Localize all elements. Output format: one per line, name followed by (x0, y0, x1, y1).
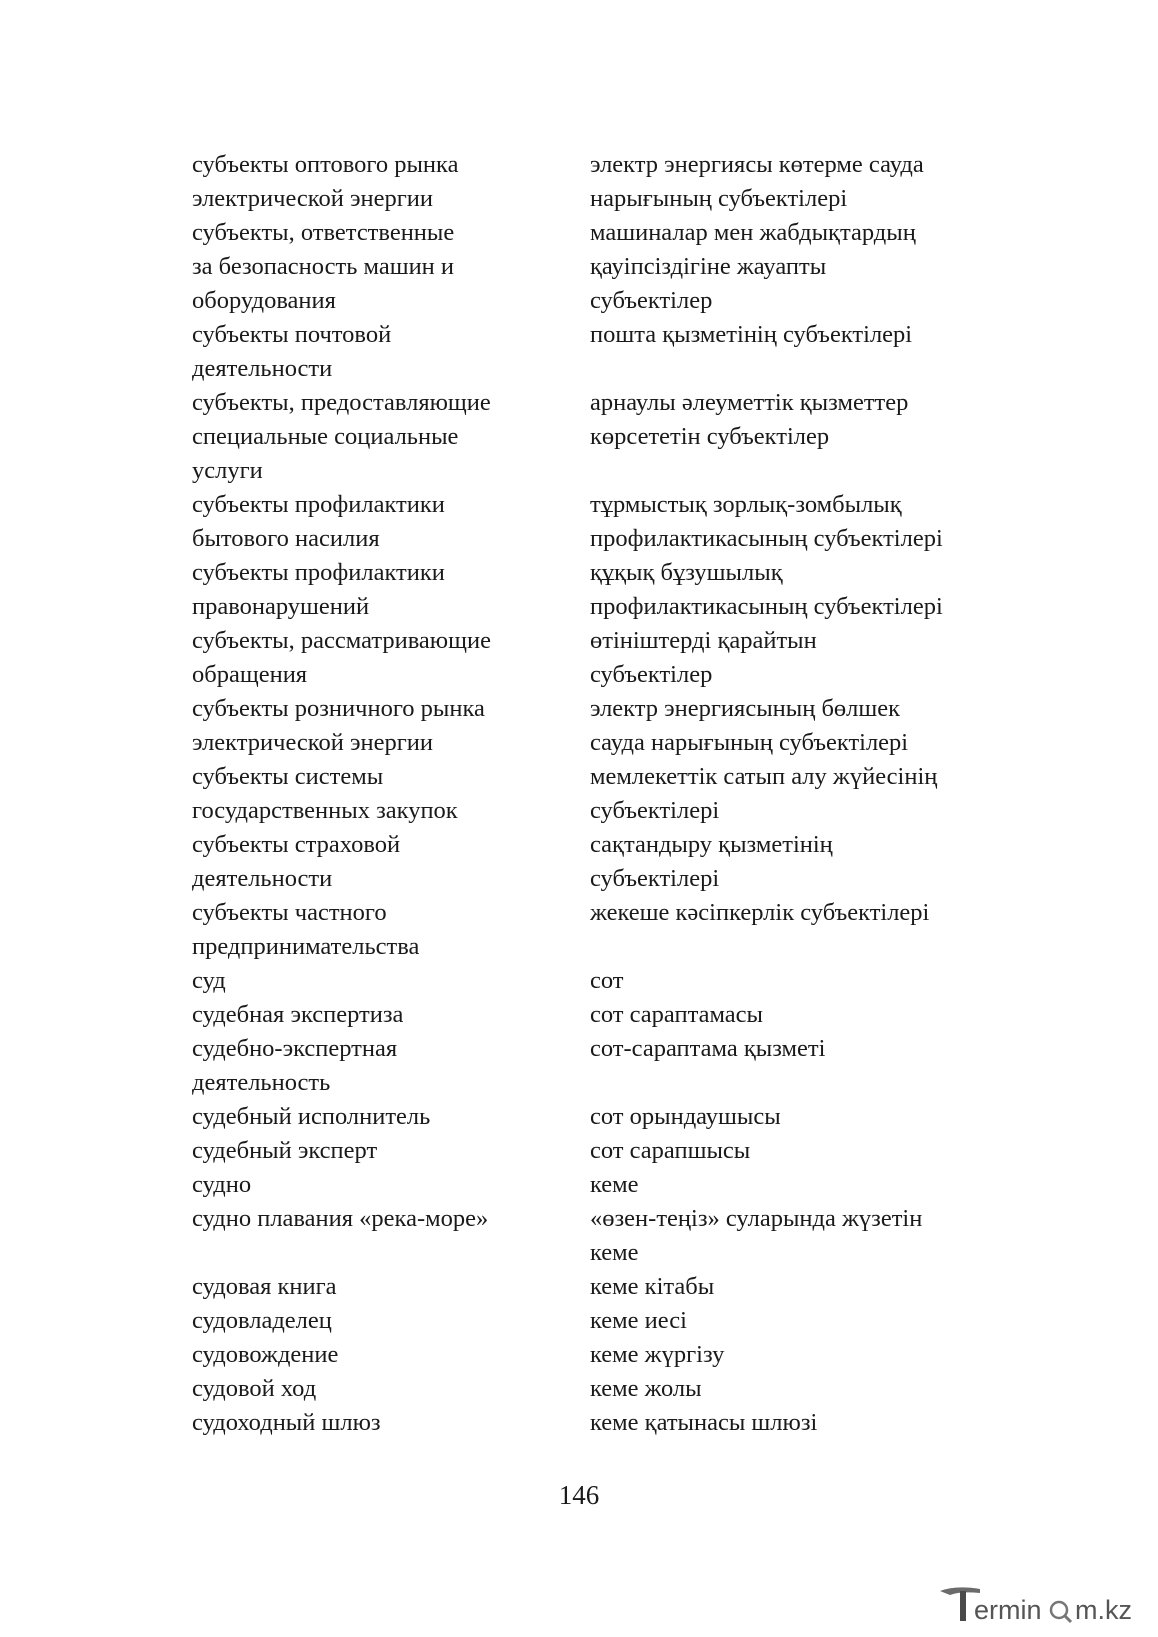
term-russian: электрической энергии (192, 185, 433, 212)
watermark-text-b: m.kz (1075, 1595, 1132, 1625)
term-russian: обращения (192, 661, 308, 688)
term-kazakh: нарығының субъектілері (590, 185, 848, 212)
term-kazakh: кеме жүргізу (590, 1341, 725, 1368)
term-kazakh: машиналар мен жабдықтардың (590, 219, 916, 246)
term-russian: судовая книга (192, 1273, 337, 1300)
term-russian: субъекты, предоставляющие (192, 389, 491, 416)
term-russian: бытового насилия (192, 525, 380, 552)
term-kazakh: көрсететін субъектілер (590, 423, 830, 450)
term-kazakh: тұрмыстық зорлық-зомбылық (590, 491, 902, 518)
term-russian: субъекты профилактики (192, 491, 445, 518)
term-kazakh: сауда нарығының субъектілері (590, 729, 909, 756)
term-kazakh: сот орындаушысы (590, 1103, 781, 1130)
term-russian: судоходный шлюз (192, 1409, 381, 1436)
term-kazakh: субъектілер (590, 287, 713, 314)
term-kazakh: мемлекеттік сатып алу жүйесінің (590, 763, 938, 790)
term-kazakh: кеме иесі (590, 1307, 687, 1334)
term-russian: субъекты профилактики (192, 559, 445, 586)
term-kazakh: құқық бұзушылық (590, 559, 783, 586)
term-kazakh: сақтандыру қызметінің (590, 831, 833, 858)
term-kazakh: кеме жолы (590, 1375, 702, 1402)
term-russian: правонарушений (192, 593, 370, 620)
term-kazakh: профилактикасының субъектілері (590, 525, 943, 552)
page-number: 146 (558, 1480, 600, 1510)
term-kazakh: кеме (590, 1171, 639, 1198)
term-kazakh: субъектілері (590, 797, 720, 824)
term-kazakh: қауіпсіздігіне жауапты (590, 253, 827, 280)
watermark-text-a: ermin (974, 1595, 1042, 1625)
term-kazakh: кеме (590, 1239, 639, 1266)
term-russian: судно (192, 1171, 252, 1198)
term-russian: за безопасность машин и (192, 253, 455, 280)
term-kazakh: кеме кітабы (590, 1273, 715, 1300)
term-russian: деятельности (192, 355, 333, 382)
term-russian: субъекты, ответственные (192, 219, 455, 246)
term-russian: судебно-экспертная (192, 1035, 398, 1062)
term-kazakh: субъектілер (590, 661, 713, 688)
term-kazakh: пошта қызметінің субъектілері (590, 321, 913, 348)
term-russian: субъекты оптового рынка (192, 151, 459, 178)
term-russian: субъекты почтовой (192, 321, 392, 348)
term-russian: судебная экспертиза (192, 1001, 404, 1028)
term-kazakh: субъектілері (590, 865, 720, 892)
term-russian: субъекты розничного рынка (192, 695, 485, 722)
term-russian: предпринимательства (192, 933, 420, 960)
term-kazakh: өтiнiштердi қарайтын (590, 627, 817, 654)
term-russian: государственных закупок (192, 797, 458, 824)
term-russian: субъекты частного (192, 899, 387, 926)
term-russian: специальные социальные (192, 423, 459, 450)
terminology-logo-icon (936, 1583, 1144, 1629)
term-russian: судовождение (192, 1341, 339, 1368)
term-russian: судебный исполнитель (192, 1103, 431, 1130)
term-russian: судовладелец (192, 1307, 332, 1334)
term-kazakh: арнаулы әлеуметтік қызметтер (590, 389, 909, 416)
term-kazakh: жекеше кәсіпкерлік субъектілері (590, 899, 930, 926)
term-russian: субъекты, рассматривающие (192, 627, 491, 654)
term-kazakh: электр энергиясының бөлшек (590, 695, 901, 722)
term-russian: субъекты системы (192, 763, 384, 790)
term-kazakh: кеме қатынасы шлюзі (590, 1409, 818, 1436)
term-russian: субъекты страховой (192, 831, 401, 858)
term-kazakh: электр энергиясы көтерме сауда (590, 151, 924, 178)
term-kazakh: сот сарапшысы (590, 1137, 751, 1164)
term-kazakh: «өзен-теңіз» суларында жүзетін (590, 1205, 923, 1232)
term-russian: услуги (192, 457, 263, 484)
term-russian: судовой ход (192, 1375, 317, 1402)
term-russian: деятельности (192, 865, 333, 892)
term-russian: суд (192, 967, 226, 994)
term-kazakh: сот-сараптама қызметі (590, 1035, 826, 1062)
term-kazakh: сот сараптамасы (590, 1001, 764, 1028)
term-russian: электрической энергии (192, 729, 433, 756)
term-kazakh: профилактикасының субъектілері (590, 593, 943, 620)
term-russian: судебный эксперт (192, 1137, 378, 1164)
term-russian: деятельность (192, 1069, 331, 1096)
term-kazakh: сот (590, 967, 624, 994)
term-russian: судно плавания «река-море» (192, 1205, 489, 1232)
term-russian: оборудования (192, 287, 336, 314)
